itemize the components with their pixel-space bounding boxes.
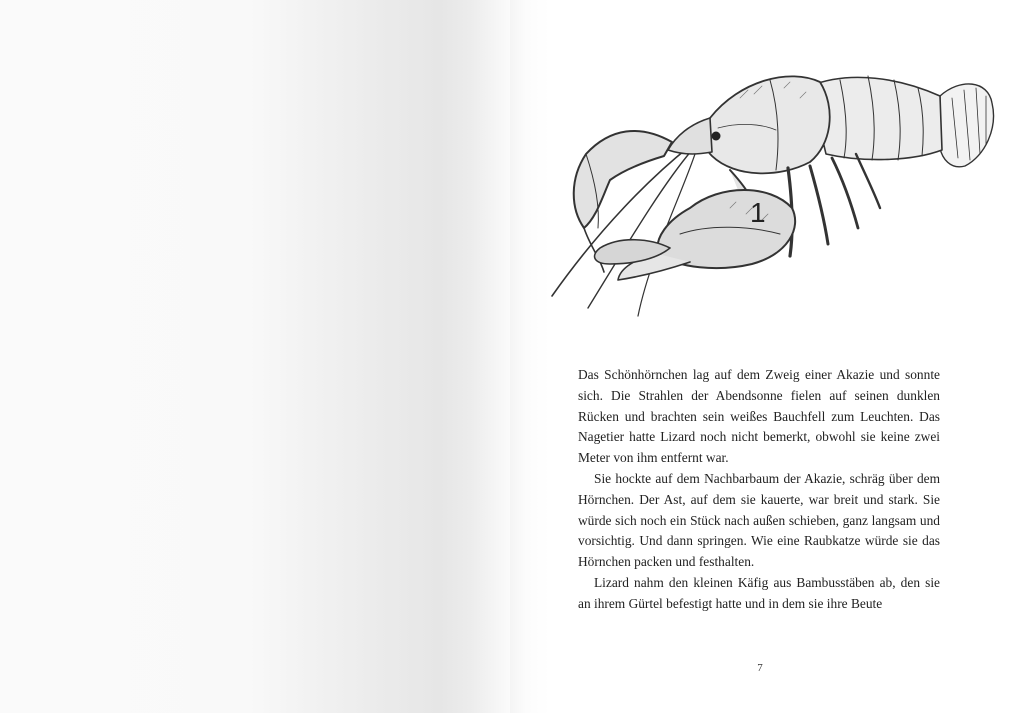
chapter-body [578, 365, 940, 615]
paragraph-1: Das Schönhörnchen lag auf dem Zweig einer Akazie und sonnte sich. Die Strahlen der Abendsonne fielen auf seinen dunklen Rücken und brachten sein weißes Bauchfell zum Leuchten. Das Nagetier hatte Lizard noch nicht bemerkt, obwohl sie keine zwei Meter von ihm entfernt war. [578, 367, 940, 466]
paragraph-3: Lizard nahm den kleinen Käfig aus Bambusstäben ab, den sie an ihrem Gürtel befestigt hatte und in dem sie ihre Beute [578, 574, 940, 611]
chapter-number: 1 [750, 197, 766, 228]
lobster-illustration [540, 58, 1000, 320]
page-number: 7 [757, 662, 763, 674]
paragraph-2: Sie hockte auf dem Nachbarbaum der Akazie, schräg über dem Hörnchen. Der Ast, auf dem sie kauerte, war breit und stark. Sie würde sich noch ein Stück nach außen schieben, ganz langsam und vorsichtig. Und dann springen. Wie eine Raubkatze würde sie das Hörnchen packen und festhalten. [578, 470, 940, 570]
